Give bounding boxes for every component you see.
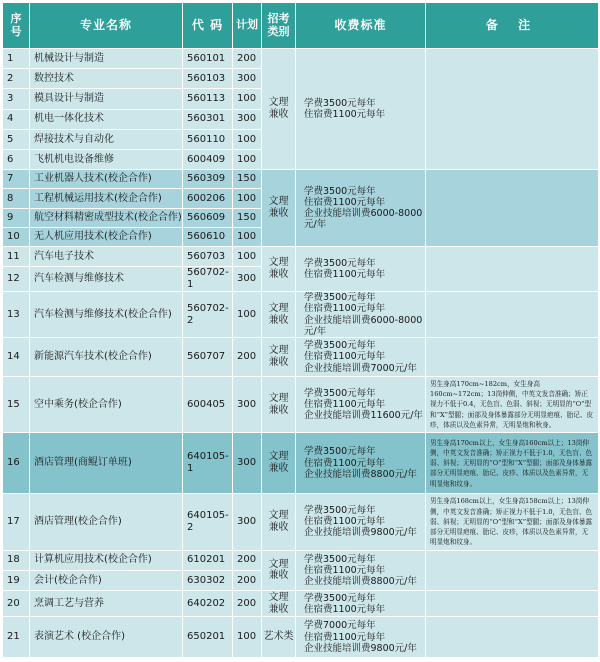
header-name: 专业名称: [30, 3, 183, 49]
row-seq: 6: [3, 150, 30, 170]
row-code: 560610: [183, 227, 233, 246]
row-note: [426, 49, 599, 170]
row-code: 560702-1: [183, 267, 233, 292]
row-plan: 150: [233, 170, 262, 189]
table-row: [3, 246, 599, 266]
row-code: 560110: [183, 129, 233, 149]
row-fee: [296, 550, 426, 590]
row-name: 新能源汽车技术(校企合作): [30, 338, 183, 376]
row-category: 文理 兼收: [262, 376, 296, 433]
row-name: 汽车检测与维修技术: [30, 267, 183, 292]
fee-line: 企业技能培训费11600元/年: [304, 410, 423, 422]
row-fee: [296, 292, 426, 338]
row-fee: [296, 49, 426, 170]
row-category: 文理 兼收: [262, 494, 296, 551]
row-category: 文理 兼收: [262, 292, 296, 338]
row-code: 560309: [183, 170, 233, 189]
fee-line: 学费3500元每年: [304, 257, 376, 269]
row-seq: 15: [3, 376, 30, 433]
row-category: 艺术类: [262, 617, 296, 658]
fee-line: 学费3500元每年: [304, 387, 376, 399]
row-seq: 9: [3, 208, 30, 227]
header-plan: 计划: [233, 3, 262, 49]
row-plan: 200: [233, 338, 262, 376]
row-seq: 5: [3, 129, 30, 149]
enrollment-plan-table: [2, 2, 599, 658]
row-note: 男生身高170cm~182cm，女生身高160cm~172cm；13岗伸侧，中英文发音准确；矫正视力不低于0.4，无色盲、色弱、斜视；无明显的“O”型和“X”型腿；面部及身体暴露部分无明显疤痕、胎记、皮疹，体质以及色素异常，无明显炮和秋身。: [426, 376, 599, 433]
row-category: 文理 兼收: [262, 433, 296, 494]
row-code: 630302: [183, 570, 233, 590]
header-category: 招考 类别: [262, 3, 296, 49]
fee-line: 企业技能培训费6000-8000元/年: [304, 208, 423, 231]
row-fee: [296, 591, 426, 617]
row-plan: 200: [233, 570, 262, 590]
row-name: 焊接技术与自动化: [30, 129, 183, 149]
row-category: 文理 兼收: [262, 246, 296, 291]
table-row: [3, 292, 599, 338]
row-note: 男生身高168cm以上，女生身高158cm以上；13岗伸侧，中英文发音准确；矫正视力不低于1.0，无色盲、色弱、斜视；无明显的“O”型和“X”型腿；面部及身体暴露部分无明显疤痕、胎记、皮疹，体质以及色素异常，无明显炮和纹身。: [426, 494, 599, 551]
fee-line: 住宿费1100元每年: [304, 196, 386, 208]
row-code: 560609: [183, 208, 233, 227]
row-code: 640202: [183, 591, 233, 617]
row-plan: 200: [233, 591, 262, 617]
fee-line: 学费3500元每年: [304, 592, 376, 604]
fee-line: 住宿费1100元每年: [304, 398, 386, 410]
row-name: 机械设计与制造: [30, 49, 183, 69]
row-plan: 100: [233, 246, 262, 266]
row-code: 640105-2: [183, 494, 233, 551]
fee-line: 企业技能培训费6000-8000元/年: [304, 314, 423, 337]
row-plan: 100: [233, 617, 262, 658]
row-plan: 100: [233, 292, 262, 338]
fee-line: 企业技能培训费8800元/年: [304, 576, 417, 587]
row-plan: 300: [233, 109, 262, 129]
row-name: 机电一体化技术: [30, 109, 183, 129]
row-plan: 100: [233, 227, 262, 246]
row-category: 文理 兼收: [262, 591, 296, 617]
row-seq: 7: [3, 170, 30, 189]
fee-line: 住宿费1100元每年: [304, 109, 386, 121]
row-name: 无人机应用技术(校企合作): [30, 227, 183, 246]
row-plan: 100: [233, 150, 262, 170]
row-plan: 300: [233, 69, 262, 89]
row-note: [426, 550, 599, 590]
row-category: 文理 兼收: [262, 49, 296, 170]
row-name: 表演艺术 (校企合作): [30, 617, 183, 658]
fee-line: 学费3500元每年: [304, 505, 376, 517]
row-code: 640105-1: [183, 433, 233, 494]
row-code: 560703: [183, 246, 233, 266]
row-note: [426, 338, 599, 376]
row-code: 610201: [183, 550, 233, 570]
row-name: 汽车检测与维修技术(校企合作): [30, 292, 183, 338]
table-row: [3, 170, 599, 189]
row-seq: 12: [3, 267, 30, 292]
row-category: 文理 兼收: [262, 170, 296, 247]
fee-line: 住宿费1100元每年: [304, 631, 386, 643]
row-seq: 1: [3, 49, 30, 69]
row-seq: 8: [3, 189, 30, 208]
row-note: [426, 591, 599, 617]
row-name: 工程机械运用技术(校企合作): [30, 189, 183, 208]
row-name: 模具设计与制造: [30, 89, 183, 109]
row-seq: 20: [3, 591, 30, 617]
table-row: [3, 591, 599, 617]
fee-line: 学费3500元每年: [304, 446, 376, 458]
row-name: 工业机器人技术(校企合作): [30, 170, 183, 189]
row-seq: 19: [3, 570, 30, 590]
fee-line: 学费3500元每年: [304, 185, 376, 197]
row-note: [426, 292, 599, 338]
row-note: 男生身高170cm以上，女生身高160cm以上；13岗伸侧，中英文发音准确；矫正视力不低于1.0，无色盲、色弱、斜视；无明显的“O”型和“X”型腿；面部及身体暴露部分无明显疤痕、胎记、皮疹、体质以及色素异常，无明显炮和纹身。: [426, 433, 599, 494]
row-plan: 100: [233, 129, 262, 149]
fee-line: 企业技能培训费9800元/年: [304, 642, 417, 654]
row-code: 600409: [183, 150, 233, 170]
fee-line: 住宿费1100元每年: [304, 303, 386, 315]
header-seq: 序 号: [3, 3, 30, 49]
row-code: 600206: [183, 189, 233, 208]
table-row: [3, 338, 599, 376]
row-name: 酒店管理(校企合作): [30, 494, 183, 551]
row-plan: 200: [233, 49, 262, 69]
row-seq: 13: [3, 292, 30, 338]
row-seq: 4: [3, 109, 30, 129]
table-row: [3, 376, 599, 433]
row-name: 飞机机电设备维修: [30, 150, 183, 170]
row-fee: [296, 170, 426, 247]
row-name: 空中乘务(校企合作): [30, 376, 183, 433]
row-fee: [296, 494, 426, 551]
row-seq: 14: [3, 338, 30, 376]
row-code: 650201: [183, 617, 233, 658]
row-code: 560103: [183, 69, 233, 89]
row-category: 文理 兼收: [262, 550, 296, 590]
fee-line: 企业技能培训费7000元/年: [304, 362, 417, 374]
header-fee: 收费标准: [296, 3, 426, 49]
row-name: 航空材料精密成型技术(校企合作): [30, 208, 183, 227]
row-plan: 300: [233, 494, 262, 551]
table-row: [3, 550, 599, 570]
row-plan: 200: [233, 550, 262, 570]
row-plan: 300: [233, 267, 262, 292]
fee-line: 企业技能培训费8800元/年: [304, 468, 417, 480]
row-name: 汽车电子技术: [30, 246, 183, 266]
fee-line: 企业技能培训费9800元/年: [304, 527, 417, 539]
header-code: 代 码: [183, 3, 233, 49]
header-note: 备 注: [426, 3, 599, 49]
table-row: [3, 617, 599, 658]
fee-line: 住宿费1100元每年: [304, 516, 386, 528]
fee-line: 学费7000元每年: [304, 620, 376, 632]
row-code: 600405: [183, 376, 233, 433]
table-row: [3, 494, 599, 551]
row-code: 560101: [183, 49, 233, 69]
row-seq: 11: [3, 246, 30, 266]
row-seq: 10: [3, 227, 30, 246]
fee-line: 学费3500元每年: [304, 97, 376, 109]
fee-line: 住宿费1100元每年: [304, 564, 386, 576]
fee-line: 住宿费1100元每年: [304, 351, 386, 363]
row-name: 烹调工艺与营养: [30, 591, 183, 617]
fee-line: 住宿费1100元每年: [304, 268, 386, 280]
table-row: [3, 433, 599, 494]
row-fee: [296, 617, 426, 658]
fee-line: 学费3500元每年: [304, 340, 376, 352]
row-note: [426, 246, 599, 291]
row-name: 数控技术: [30, 69, 183, 89]
row-code: 560301: [183, 109, 233, 129]
row-name: 计算机应用技术(校企合作): [30, 550, 183, 570]
fee-line: 住宿费1100元每年: [304, 457, 386, 469]
row-plan: 300: [233, 433, 262, 494]
row-seq: 18: [3, 550, 30, 570]
row-fee: [296, 376, 426, 433]
row-plan: 100: [233, 89, 262, 109]
row-code: 560707: [183, 338, 233, 376]
row-note: [426, 170, 599, 247]
fee-line: 住宿费1100元每年: [304, 603, 386, 615]
row-seq: 3: [3, 89, 30, 109]
row-plan: 100: [233, 189, 262, 208]
row-code: 560113: [183, 89, 233, 109]
row-fee: [296, 433, 426, 494]
row-name: 会计(校企合作): [30, 570, 183, 590]
row-seq: 21: [3, 617, 30, 658]
row-code: 560702-2: [183, 292, 233, 338]
fee-line: 学费3500元每年: [304, 553, 376, 565]
row-plan: 300: [233, 376, 262, 433]
fee-line: 学费3500元每年: [304, 292, 376, 304]
row-name: 酒店管理(商鲲订单班): [30, 433, 183, 494]
row-category: 文理 兼收: [262, 338, 296, 376]
table-row: [3, 49, 599, 69]
row-seq: 17: [3, 494, 30, 551]
row-note: [426, 617, 599, 658]
header-row: [3, 3, 599, 49]
row-plan: 150: [233, 208, 262, 227]
row-seq: 16: [3, 433, 30, 494]
row-fee: [296, 246, 426, 291]
row-seq: 2: [3, 69, 30, 89]
row-fee: [296, 338, 426, 376]
